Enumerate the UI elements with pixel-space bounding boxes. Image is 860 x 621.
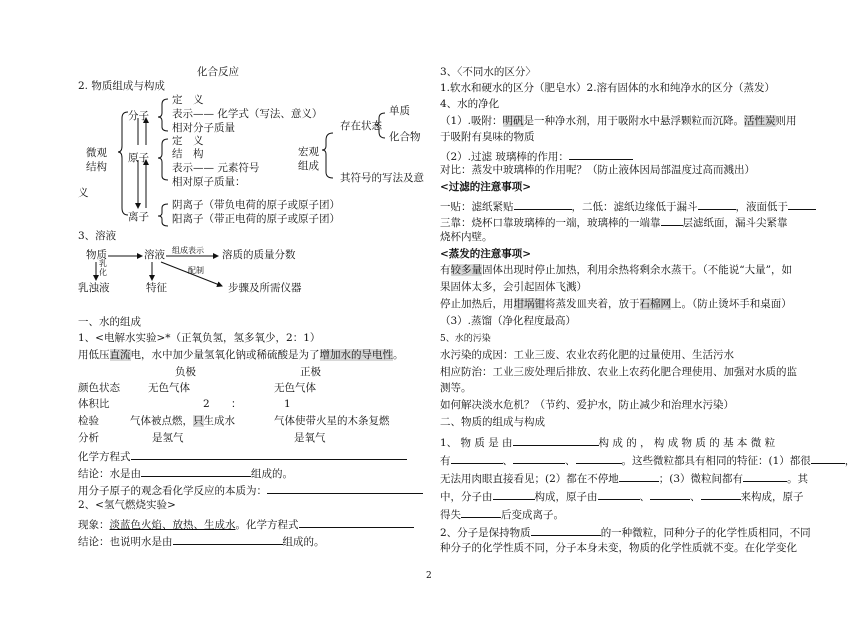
r-line-1: 3、〈不同水的区分〉 bbox=[440, 66, 536, 78]
label-ruhua-2: 化 bbox=[99, 268, 107, 277]
yuanzi-line-3: 表示—— 元素符号 bbox=[172, 162, 260, 174]
node-ruzhuoye: 乳浊液 bbox=[78, 282, 110, 294]
r-line-3: 4、水的净化 bbox=[440, 98, 500, 110]
label-peizhi: 配制 bbox=[188, 266, 204, 275]
lizi-line-2: 阳离子（带正电荷的原子或原子团） bbox=[172, 213, 340, 225]
section2-title: 2. 物质组成与构成 bbox=[78, 80, 165, 92]
r-line-2: 1.软水和硬水的区分（肥皂水）2.溶有固体的水和纯净水的区分（蒸发） bbox=[440, 82, 776, 94]
node-tezheng: 特征 bbox=[146, 282, 167, 294]
r-line-29: 种分子的化学性质不同，分子本身未变，物质的化学性质就不变。在化学变化 bbox=[440, 542, 797, 554]
r-line-12: <蒸发的注意事项> bbox=[440, 248, 532, 260]
label-hongguan: 宏观 bbox=[298, 146, 319, 158]
label-ruhua-1: 乳 bbox=[99, 259, 107, 268]
label-danzhi: 单质 bbox=[389, 105, 410, 117]
label-yi: 义 bbox=[78, 187, 89, 199]
label-zucheng: 组成 bbox=[298, 160, 319, 172]
r-line-9: 一贴：滤纸紧贴 ，二低：滤纸边缘低于漏斗 ，液面低于 bbox=[440, 198, 816, 214]
label-jiegou: 结构 bbox=[86, 161, 107, 173]
r-line-10: 三靠：烧杯口靠玻璃棒的一端，玻璃棒的一端靠 层滤纸面，漏斗尖紧靠 bbox=[440, 214, 788, 230]
row-tiji: 体积比 bbox=[78, 398, 110, 410]
ratio-a: 2 bbox=[203, 398, 210, 410]
r-line-27: 得失 后变成离子。 bbox=[440, 506, 564, 522]
lizi-brace bbox=[158, 204, 168, 226]
fenzi-line-1: 定 义 bbox=[172, 94, 204, 106]
r-line-28: 2、分子是保持物质 的一种微粒，同种分子的化学性质相同，不同 bbox=[440, 524, 811, 540]
r-line-6: （2）.过滤 玻璃棒的作用： bbox=[440, 148, 633, 164]
fenzi-line-3: 相对分子质量 bbox=[172, 122, 235, 134]
r-line-17: 5、水的污染 bbox=[440, 334, 491, 344]
wuse-2: 无色气体 bbox=[274, 382, 316, 394]
r-line-5: 于吸附有臭味的物质 bbox=[440, 131, 535, 143]
node-fenzi: 分子 bbox=[128, 110, 149, 122]
s2-qingqi: 2、<氢气燃烧实验> bbox=[78, 499, 176, 511]
jielun-2: 结论：也说明水是由 组成的。 bbox=[78, 533, 325, 549]
r-line-11: 烧杯内壁。 bbox=[440, 231, 493, 243]
yuanzi-line-4: 相对原子质量： bbox=[172, 176, 246, 188]
label-weiguan: 微观 bbox=[86, 147, 107, 159]
fenzi-line-2: 表示—— 化学式（写法、意义） bbox=[172, 108, 323, 120]
node-yuanzi: 原子 bbox=[128, 152, 149, 164]
r-line-16: （3）.蒸馏（净化程度最高） bbox=[440, 315, 577, 327]
label-cunzai-zhuangtai: 存在状态 bbox=[340, 120, 382, 132]
wuse-1: 无色气体 bbox=[148, 382, 190, 394]
s1-line-1: 1、<电解水实验>*（正氧负氢，氢多氧少，2：1） bbox=[78, 332, 321, 344]
yuanzi-line-1: 定 义 bbox=[172, 135, 204, 147]
node-rongzhi-fenshu: 溶质的质量分数 bbox=[222, 249, 296, 261]
node-wuzhi: 物质 bbox=[86, 249, 107, 261]
r-line-4: （1）.吸附：明矾是一种净水剂，用于吸附水中悬浮颗粒而沉降。活性炭则用 bbox=[440, 115, 797, 127]
r-line-14: 果固体太多，会引起固体飞溅） bbox=[440, 281, 587, 293]
r-line-15: 停止加热后，用坩埚钳将蒸发皿夹着，放于石棉网上。（防止烫坏手和桌面） bbox=[440, 298, 792, 310]
page-number: 2 bbox=[426, 571, 432, 581]
row-fenxi: 分析 bbox=[78, 432, 99, 444]
node-buzhou-yiqi: 步骤及所需仪器 bbox=[228, 282, 302, 294]
r-line-22: 二、物质的组成与构成 bbox=[440, 416, 545, 428]
heading-huahe-fanying: 化合反应 bbox=[197, 66, 239, 78]
r-line-19: 相应防治：工业三废处理后排放、农业上农药化肥合理使用、加强对水质的监 bbox=[440, 366, 797, 378]
xianxiang-line: 现象：淡蓝色火焰、放热、生成水。化学方程式 bbox=[78, 516, 414, 532]
row-yanse: 颜色状态 bbox=[78, 382, 120, 394]
row-jianyan: 检验 bbox=[78, 415, 99, 427]
ratio-b: 1 bbox=[284, 398, 291, 410]
jianyan-2: 气体使带火星的木条复燃 bbox=[274, 415, 390, 427]
s1-line-2: 用低压直流电，水中加少量氢氧化钠或稀硫酸是为了增加水的导电性。 bbox=[78, 349, 404, 361]
benzhi-line: 用分子原子的观念看化学反应的本质为： bbox=[78, 482, 423, 498]
weiguan-brace bbox=[118, 112, 128, 215]
r-line-23: 1、 物 质 是 由 构 成 的 ， 构 成 物 质 的 基 本 微 粒 bbox=[440, 434, 775, 450]
yuanzi-brace bbox=[158, 139, 168, 180]
lizi-line-1: 阴离子（带负电荷的原子或原子团） bbox=[172, 199, 340, 211]
fenzi-brace bbox=[158, 99, 168, 131]
r-line-13: 有较多量固体出现时停止加热，利用余热将剩余水蒸干。（不能说“大量”，如 bbox=[440, 264, 792, 276]
r-line-18: 水污染的成因：工业三废、农业农药化肥的过量使用、生活污水 bbox=[440, 349, 734, 361]
label-zucheng-biaoshi: 组成表示 bbox=[172, 246, 204, 255]
r-line-7: 对比：蒸发中玻璃棒的作用呢？（防止液体因局部温度过高而溅出） bbox=[440, 164, 755, 176]
fenxi-2: 是氧气 bbox=[294, 432, 326, 444]
col-fuji: 负极 bbox=[175, 366, 196, 378]
label-huahewu: 化合物 bbox=[389, 131, 421, 143]
r-line-8: <过滤的注意事项> bbox=[440, 181, 532, 193]
r-line-26: 中，分子由 构成，原子由 、 、 来构成，原子 bbox=[440, 488, 804, 504]
node-lizi: 离子 bbox=[128, 211, 149, 223]
node-rongye: 溶液 bbox=[144, 249, 165, 261]
ratio-colon: ： bbox=[231, 398, 242, 410]
r-line-21: 如何解决淡水危机？（节约、爱护水，防止减少和治理水污染） bbox=[440, 399, 734, 411]
fangchengshi-1: 化学方程式 bbox=[78, 448, 407, 464]
hongguan-brace bbox=[322, 133, 333, 178]
section3-title: 3、溶液 bbox=[78, 230, 117, 242]
fenxi-1: 是氢气 bbox=[152, 432, 184, 444]
s1-title: 一、水的组成 bbox=[78, 316, 141, 328]
r-line-25: 无法用肉眼直接看见；(2）都在不停地 ；(3）微粒间都有 。其 bbox=[440, 470, 808, 486]
col-zhengji: 正极 bbox=[300, 366, 321, 378]
r-line-24: 有 、 、 。这些微粒都具有相同的特征：(1）都很 ， bbox=[440, 452, 855, 468]
yuanzi-line-2: 结 构 bbox=[172, 148, 204, 160]
label-fuhao-xiefa: 其符号的写法及意 bbox=[340, 172, 424, 184]
r-line-20: 测等。 bbox=[440, 382, 472, 394]
jianyan-1: 气体被点燃，只生成水 bbox=[130, 415, 235, 427]
jielun-1: 结论：水是由 组成的。 bbox=[78, 465, 293, 481]
